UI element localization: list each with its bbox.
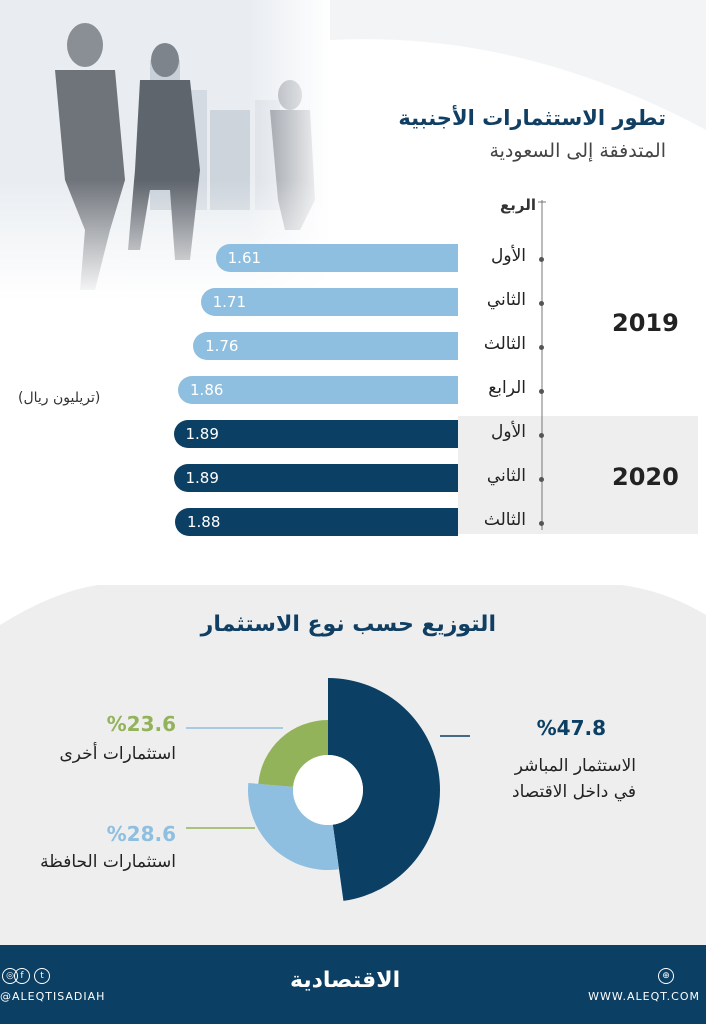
quarter-label: الثالث [483,510,526,530]
axis-tick-dot [539,433,544,438]
quarter-label: الثاني [486,290,526,310]
bar-value-label: 1.89 [185,425,219,443]
instagram-icon[interactable]: ◎ [2,968,18,984]
slice-percent-1: %47.8 [536,716,606,740]
slice-percent-2: %28.6 [106,822,176,846]
bar-2020-q1 [174,420,458,448]
bar-value-label: 1.71 [212,293,246,311]
bar-value-label: 1.89 [185,469,219,487]
axis-tick-dot [539,301,544,306]
axis-tick-dot [539,257,544,262]
bar-value-label: 1.76 [205,337,239,355]
year-label-2019: 2019 [612,309,679,337]
bar-value-label: 1.86 [190,381,224,399]
donut-hole [293,755,363,825]
bar-value-label: 1.61 [227,249,262,267]
bar-value-label: 1.88 [187,513,221,531]
axis-tick-dot [539,521,544,526]
bar-2020-q2 [174,464,458,492]
axis-tick-dot [539,389,544,394]
bar-2019-q3 [193,332,458,360]
chart-subtitle: المتدفقة إلى السعودية [489,140,666,162]
quarter-label: الأول [491,422,526,442]
slice-label-2: استثمارات الحافظة [40,852,176,872]
brand-logo: الاقتصادية [290,968,401,993]
bar-2019-q1 [216,244,458,272]
header-curve [0,0,706,260]
year-label-2020: 2020 [612,463,679,491]
bar-2020-q3 [175,508,458,536]
slice-percent-3: %23.6 [106,712,176,736]
unit-label: (تريليون ريال) [18,390,101,406]
quarter-label: الثالث [483,334,526,354]
bar-2019-q4 [178,376,458,404]
quarter-label: الرابع [488,378,526,398]
quarter-label: الثاني [486,466,526,486]
chart-title: تطور الاستثمارات الأجنبية [398,106,666,130]
axis-tick-dot [539,345,544,350]
slice-label-1: الاستثمار المباشر [514,756,636,776]
facebook-icon[interactable]: f [14,968,30,984]
quarter-label: الأول [491,246,526,266]
bar-2019-q2 [201,288,458,316]
globe-icon: ⊕ [658,968,674,984]
social-handle[interactable]: @ALEQTISADIAH [0,990,106,1003]
donut-chart [150,660,470,930]
twitter-icon[interactable]: t [34,968,50,984]
axis-tick-dot [539,477,544,482]
distribution-title: التوزيع حسب نوع الاستثمار [200,612,496,637]
slice-label-3: استثمارات أخرى [59,744,176,764]
slice-label-1-line2: في داخل الاقتصاد [512,782,636,802]
website-link[interactable]: WWW.ALEQT.COM [588,990,700,1003]
quarter-heading: الربع [500,196,536,214]
